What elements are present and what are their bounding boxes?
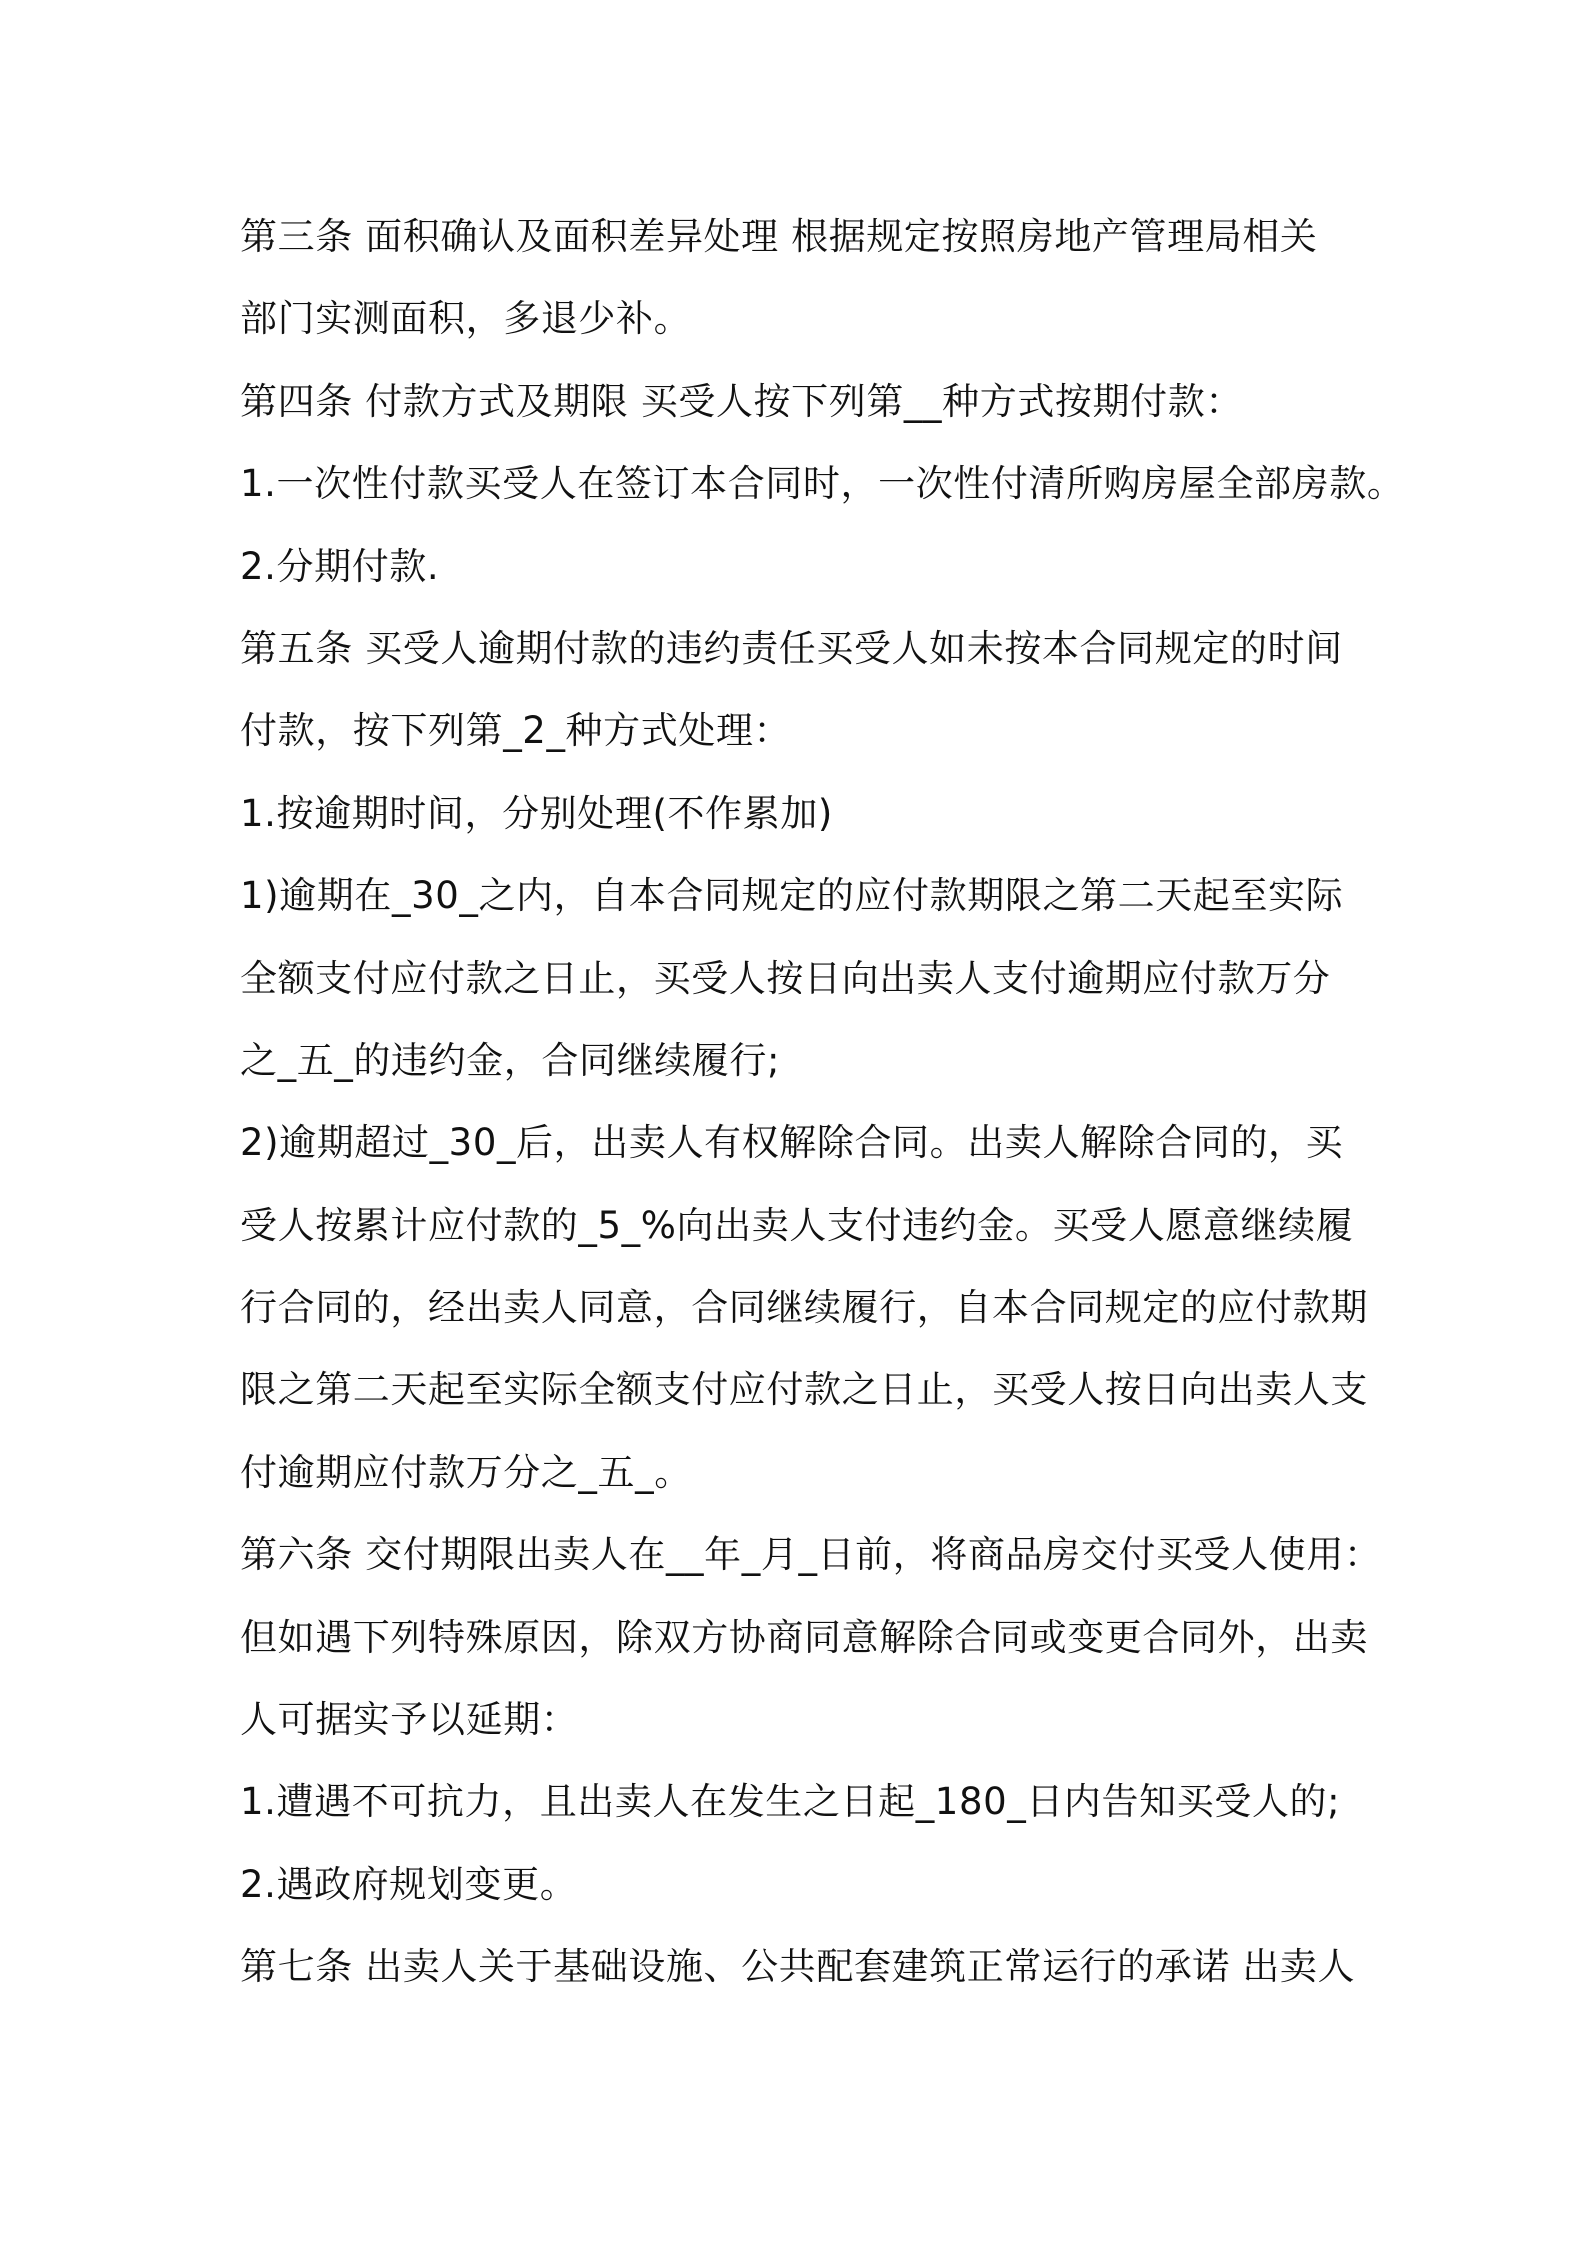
text-line: 2)逾期超过_30_后，出卖人有权解除合同。出卖人解除合同的，买	[240, 1121, 1344, 1165]
text-line: 但如遇下列特殊原因，除双方协商同意解除合同或变更合同外，出卖	[240, 1615, 1368, 1659]
text-line: 第六条 交付期限出卖人在__年_月_日前，将商品房交付买受人使用：	[240, 1533, 1382, 1577]
text-line: 1.按逾期时间，分别处理(不作累加)	[240, 791, 833, 835]
text-line: 人可据实予以延期：	[240, 1698, 579, 1742]
text-line: 1)逾期在_30_之内，自本合同规定的应付款期限之第二天起至实际	[240, 874, 1344, 918]
text-line: 部门实测面积，多退少补。	[240, 297, 692, 341]
text-line: 之_五_的违约金，合同继续履行;	[240, 1038, 781, 1082]
text-line: 全额支付应付款之日止，买受人按日向出卖人支付逾期应付款万分	[240, 956, 1331, 1000]
text-line: 付款，按下列第_2_种方式处理：	[240, 709, 792, 753]
text-line: 2.分期付款.	[240, 544, 440, 588]
text-line: 受人按累计应付款的_5_%向出卖人支付违约金。买受人愿意继续履	[240, 1203, 1354, 1247]
contract-text	[240, 196, 1480, 2009]
text-line: 1.一次性付款买受人在签订本合同时，一次性付清所购房屋全部房款。	[240, 462, 1405, 506]
text-line: 行合同的，经出卖人同意，合同继续履行，自本合同规定的应付款期	[240, 1286, 1368, 1330]
text-line: 付逾期应付款万分之_五_。	[240, 1450, 692, 1494]
text-line: 1.遭遇不可抗力，且出卖人在发生之日起_180_日内告知买受人的;	[240, 1780, 1341, 1824]
text-line: 第三条 面积确认及面积差异处理 根据规定按照房地产管理局相关	[240, 215, 1318, 258]
text-line: 第四条 付款方式及期限 买受人按下列第__种方式按期付款：	[240, 379, 1243, 423]
text-line: 2.遇政府规划变更。	[240, 1862, 578, 1906]
text-line: 第五条 买受人逾期付款的违约责任买受人如未按本合同规定的时间	[240, 626, 1343, 670]
text-line: 限之第二天起至实际全额支付应付款之日止，买受人按日向出卖人支	[240, 1368, 1368, 1412]
text-line: 第七条 出卖人关于基础设施、公共配套建筑正常运行的承诺 出卖人	[240, 1945, 1356, 1989]
